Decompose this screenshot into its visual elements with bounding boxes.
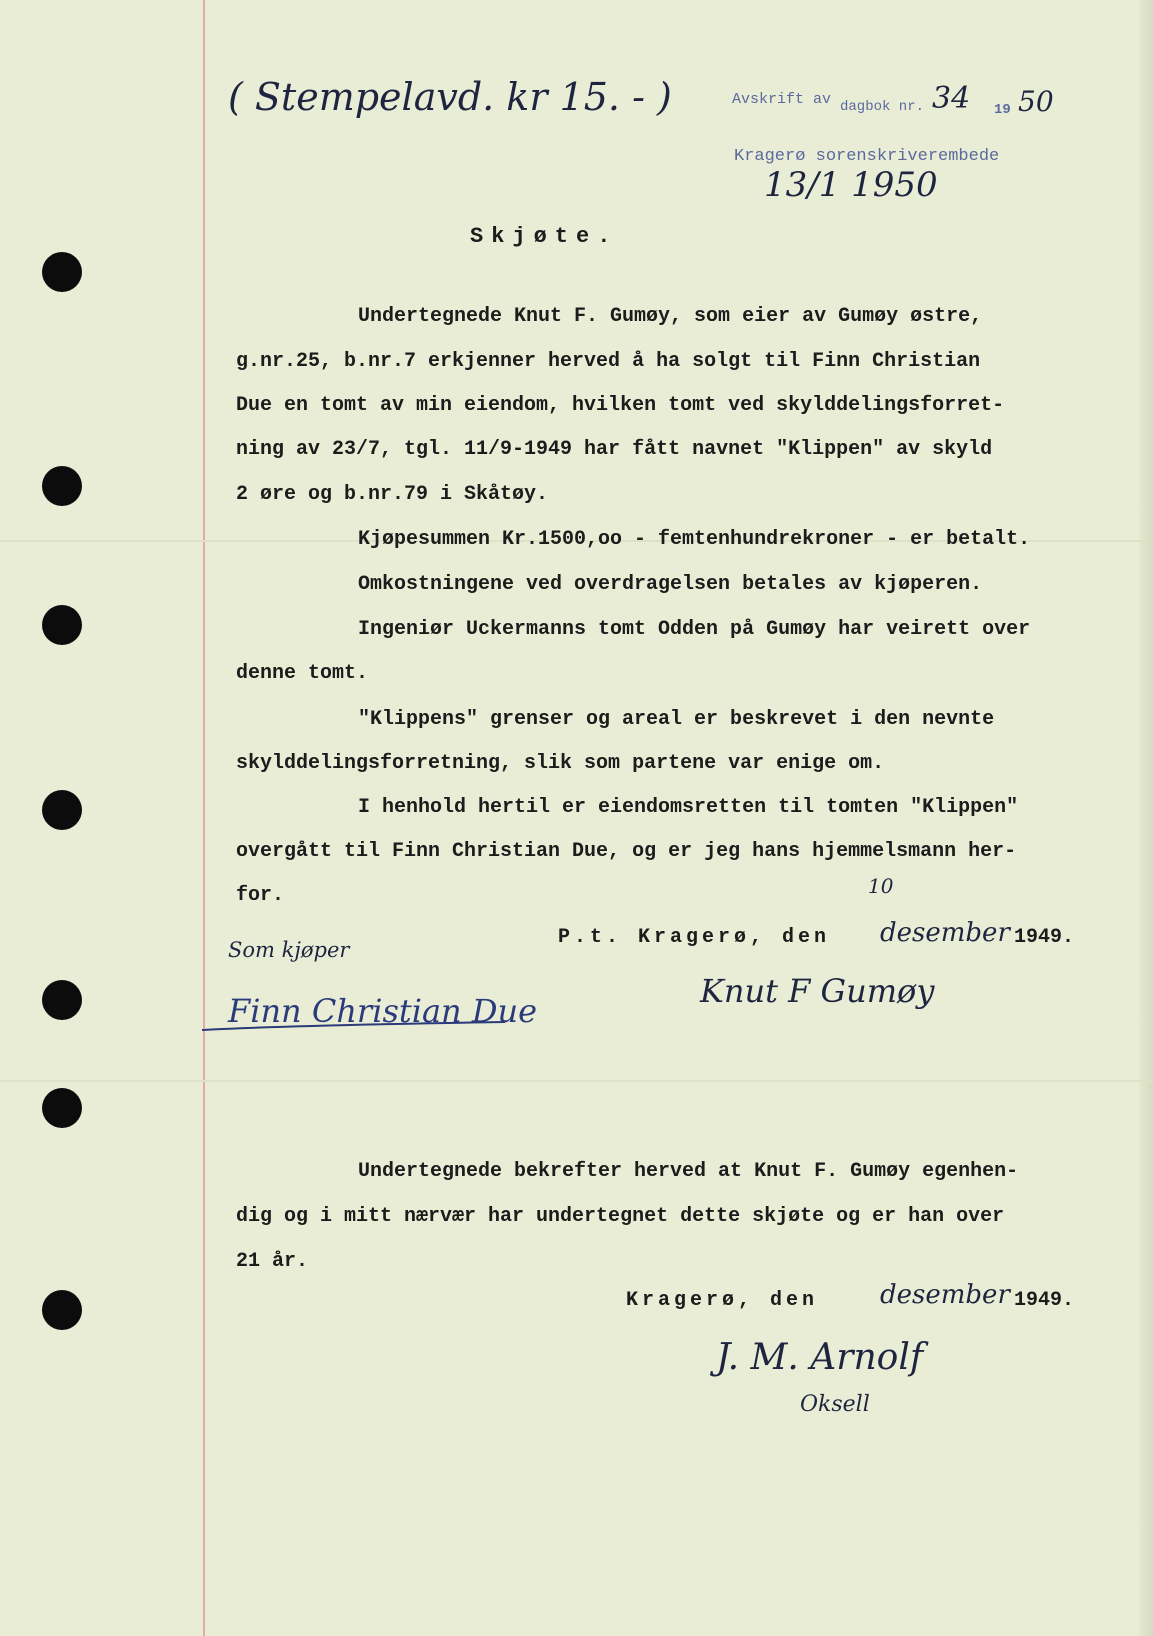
- punch-hole: [42, 252, 82, 292]
- body-line: for.: [236, 884, 285, 907]
- buyer-signature-underline: [200, 1016, 510, 1036]
- registry-stamp-prefix: Avskrift av: [732, 91, 832, 108]
- witness-title: Oksell: [800, 1392, 870, 1417]
- place-date-1-day: 10: [868, 874, 894, 898]
- body-line: denne tomt.: [236, 662, 369, 685]
- journal-number: 34: [932, 81, 971, 116]
- body-line: Ingeniør Uckermanns tomt Odden på Gumøy har veirett over: [358, 618, 1031, 641]
- body-line: Due en tomt av min eiendom, hvilken tomt ved skylddelingsforret-: [236, 394, 1005, 417]
- body-line: Undertegnede Knut F. Gumøy, som eier av Gumøy østre,: [358, 305, 983, 328]
- body-line: skylddelingsforretning, slik som partene var enige om.: [236, 752, 885, 775]
- body-line: Omkostningene ved overdragelsen betales av kjøperen.: [358, 573, 983, 596]
- place-date-2-month: desember: [880, 1280, 1010, 1310]
- witness-signature-text: J. M. Arnolf: [716, 1337, 924, 1378]
- body-line: g.nr.25, b.nr.7 erkjenner herved å ha solgt til Finn Christian: [236, 350, 981, 373]
- witness-line: Undertegnede bekrefter herved at Knut F. Gumøy egenhen-: [358, 1160, 1019, 1183]
- seller-signature-text: Knut F Gumøy: [700, 972, 935, 1010]
- body-line: I henhold hertil er eiendomsretten til tomten "Klippen": [358, 796, 1019, 819]
- punch-hole: [42, 980, 82, 1020]
- document-title: Skjøte.: [470, 224, 619, 249]
- body-line: overgått til Finn Christian Due, og er jeg hans hjemmelsmann her-: [236, 840, 1017, 863]
- place-date-1-month: desember: [880, 918, 1010, 948]
- body-line: Kjøpesummen Kr.1500,oo - femtenhundrekroner - er betalt.: [358, 528, 1031, 551]
- registry-date: 13/1 1950: [764, 165, 938, 205]
- journal-year-prefix: 19: [994, 102, 1011, 118]
- witness-line: 21 år.: [236, 1250, 309, 1273]
- registry-stamp-office: Kragerø sorenskriverembede: [734, 147, 1000, 166]
- buyer-note: Som kjøper: [228, 938, 350, 962]
- place-date-2-year: 1949.: [1014, 1289, 1075, 1312]
- page-edge: [1139, 0, 1153, 1636]
- body-line: ning av 23/7, tgl. 11/9-1949 har fått navnet "Klippen" av skyld: [236, 438, 993, 461]
- punch-hole: [42, 1290, 82, 1330]
- punch-hole: [42, 1088, 82, 1128]
- body-line: 2 øre og b.nr.79 i Skåtøy.: [236, 483, 549, 506]
- witness-line: dig og i mitt nærvær har undertegnet dette skjøte og er han over: [236, 1205, 1005, 1228]
- body-line: "Klippens" grenser og areal er beskrevet i den nevnte: [358, 708, 995, 731]
- punch-hole: [42, 790, 82, 830]
- place-date-2: Kragerø, den: [626, 1289, 819, 1312]
- punch-hole: [42, 605, 82, 645]
- place-date-1: P.t. Kragerø, den: [558, 926, 831, 949]
- stamp-fee-note: ( Stempelavd. kr 15. - ): [228, 75, 672, 119]
- page-fold: [0, 1080, 1153, 1082]
- punch-hole: [42, 466, 82, 506]
- journal-year-suffix: 50: [1018, 85, 1054, 118]
- margin-rule: [203, 0, 205, 1636]
- buyer-signature-text: Finn Christian Due: [228, 992, 538, 1030]
- registry-stamp-label: dagbok nr.: [840, 99, 925, 115]
- place-date-1-year: 1949.: [1014, 926, 1075, 949]
